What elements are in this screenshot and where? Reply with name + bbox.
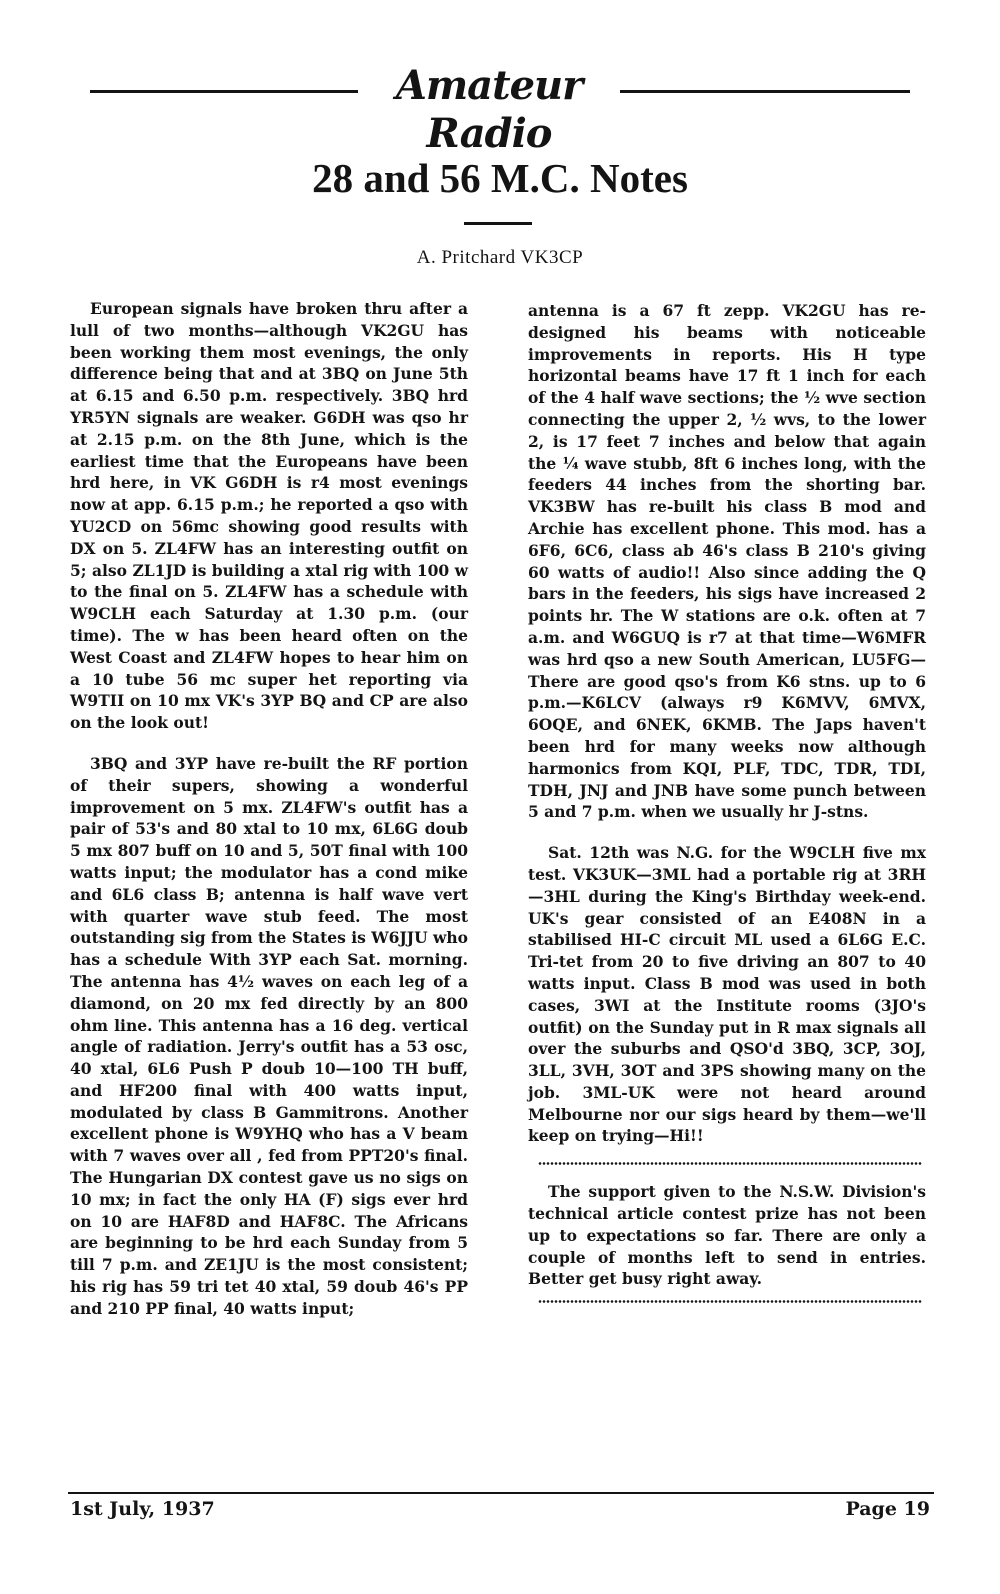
title-divider	[464, 222, 532, 225]
masthead-logo: Amateur Radio	[395, 62, 583, 157]
masthead	[90, 62, 910, 157]
footer-page-number: Page 19	[845, 1498, 930, 1520]
footer-rule	[68, 1492, 934, 1494]
article-column-left	[70, 298, 468, 1320]
paragraph-continued-antenna: antenna is a 67 ft zepp. VK2GU has re-designed his beams with noticeable improvements in reports. His H type horizontal beams have 17 ft 1 inch for each of the 4 half wave sections; the ½ wve section connecting the upper 2, ½ wvs, to the lower 2, is 17 feet 7 inches and below that again the ¼ wave stubb, 8ft 6 inches long, with the feeders 44 inches from the shorting bar. VK3BW has re-built his class B mod and Archie has excellent phone. This mod. has a 6F6, 6C6, class ab 46's class B 210's giving 60 watts of audio!! Also since adding the Q bars in the feeders, his sigs have increased 2 points hr. The W stations are o.k. often at 7 a.m. and W6GUQ is r7 at that time—W6MFR was hrd qso a new South American, LU5FG—There are good qso's from K6 stns. up to 6 p.m.—K6LCV (always r9 K6MVV, 6MVX, 6OQE, and 6NEK, 6KMB. The Japs haven't been hrd for many weeks now although harmonics from KQI, PLF, TDC, TDR, TDI, TDH, JNJ and JNB have some punch between 5 and 7 p.m. when we usually hr J-stns.	[528, 301, 926, 822]
notice-contest: The support given to the N.S.W. Division's technical article contest prize has not been up to expectations so far. There are only a couple of months left to send in entries. Better get busy right away.	[528, 1182, 926, 1289]
paragraph-rebuilt-supers: 3BQ and 3YP have re-built the RF portion of their supers, showing a wonderful improvement on 5 mx. ZL4FW's outfit has a pair of 53's and 80 xtal to 10 mx, 6L6G doub 5 mx 807 buff on 10 and 5, 50T final with 100 watts input; the modulator has a cond mike and 6L6 class B; antenna is half wave vert with quarter wave stub feed. The most outstanding sig from the States is W6JJU who has a schedule With 3YP each Sat. morning. The antenna has 4½ waves on each leg of a diamond, on 20 mx fed directly by an 800 ohm line. This antenna has a 16 deg. vertical angle of radiation. Jerry's outfit has a 53 osc, 40 xtal, 6L6 Push P doub 10—100 TH buff, and HF200 final with 400 watts input, modulated by class B Gammitrons. Another excellent phone is W9YHQ who has a V beam with 7 waves over all , fed from PPT20's final. The Hungarian DX contest gave us no sigs on 10 mx; in fact the only HA (F) sigs ever hrd on 10 are HAF8D and HAF8C. The Africans are beginning to be hrd each Sunday from 5 till 7 p.m. and ZE1JU is the most consistent; his rig has 59 tri tet 40 xtal, 59 doub 46's PP and 210 PP final, 40 watts input;	[70, 753, 468, 1318]
paragraph-european-signals: European signals have broken thru after a lull of two months—although VK2GU has been working them most evenings, the only difference being that and at 3BQ on June 5th at 6.15 and 6.50 p.m. respectively. 3BQ hrd YR5YN signals are weaker. G6DH was qso hr at 2.15 p.m. on the 8th June, which is the earliest time that the Europeans have been hrd here, in VK G6DH is r4 most evenings now at app. 6.15 p.m.; he reported a qso with YU2CD on 56mc showing good results with DX on 5. ZL4FW has an interesting outfit on 5; also ZL1JD is building a xtal rig with 100 w to the final on 5. ZL4FW has a schedule with W9CLH each Saturday at 1.30 p.m. (our time). The w has been heard often on the West Coast and ZL4FW hopes to hear him on a 10 tube 56 mc super het reporting via W9TII on 10 mx VK's 3YP BQ and CP are also on the look out!	[70, 299, 468, 733]
article-byline: A. Pritchard VK3CP	[416, 247, 584, 268]
footer-date: 1st July, 1937	[70, 1498, 215, 1520]
article-title: 28 and 56 M.C. Notes	[312, 155, 688, 201]
masthead-rule-left	[90, 90, 358, 93]
paragraph-five-mx-test: Sat. 12th was N.G. for the W9CLH five mx test. VK3UK—3ML had a portable rig at 3RH—3HL during the King's Birthday week-end. UK's gear consisted of an E408N in a stabilised HI-C circuit ML used a 6L6G E.C. Tri-tet from 20 to five driving an 807 to 40 watts input. Class B mod was used in both cases, 3WI at the Institute rooms (3JO's outfit) on the Sunday put in R max signals all over the suburbs and QSO'd 3BQ, 3CP, 3OJ, 3LL, 3VH, 3OT and 3PS showing many on the job. 3ML-UK were not heard around Melbourne nor our sigs heard by them—we'll keep on trying—Hi!!	[528, 843, 926, 1146]
dotted-divider-bottom	[538, 1298, 922, 1305]
dotted-divider-top	[538, 1160, 922, 1167]
masthead-rule-right	[620, 90, 910, 93]
article-column-right	[528, 300, 926, 1305]
